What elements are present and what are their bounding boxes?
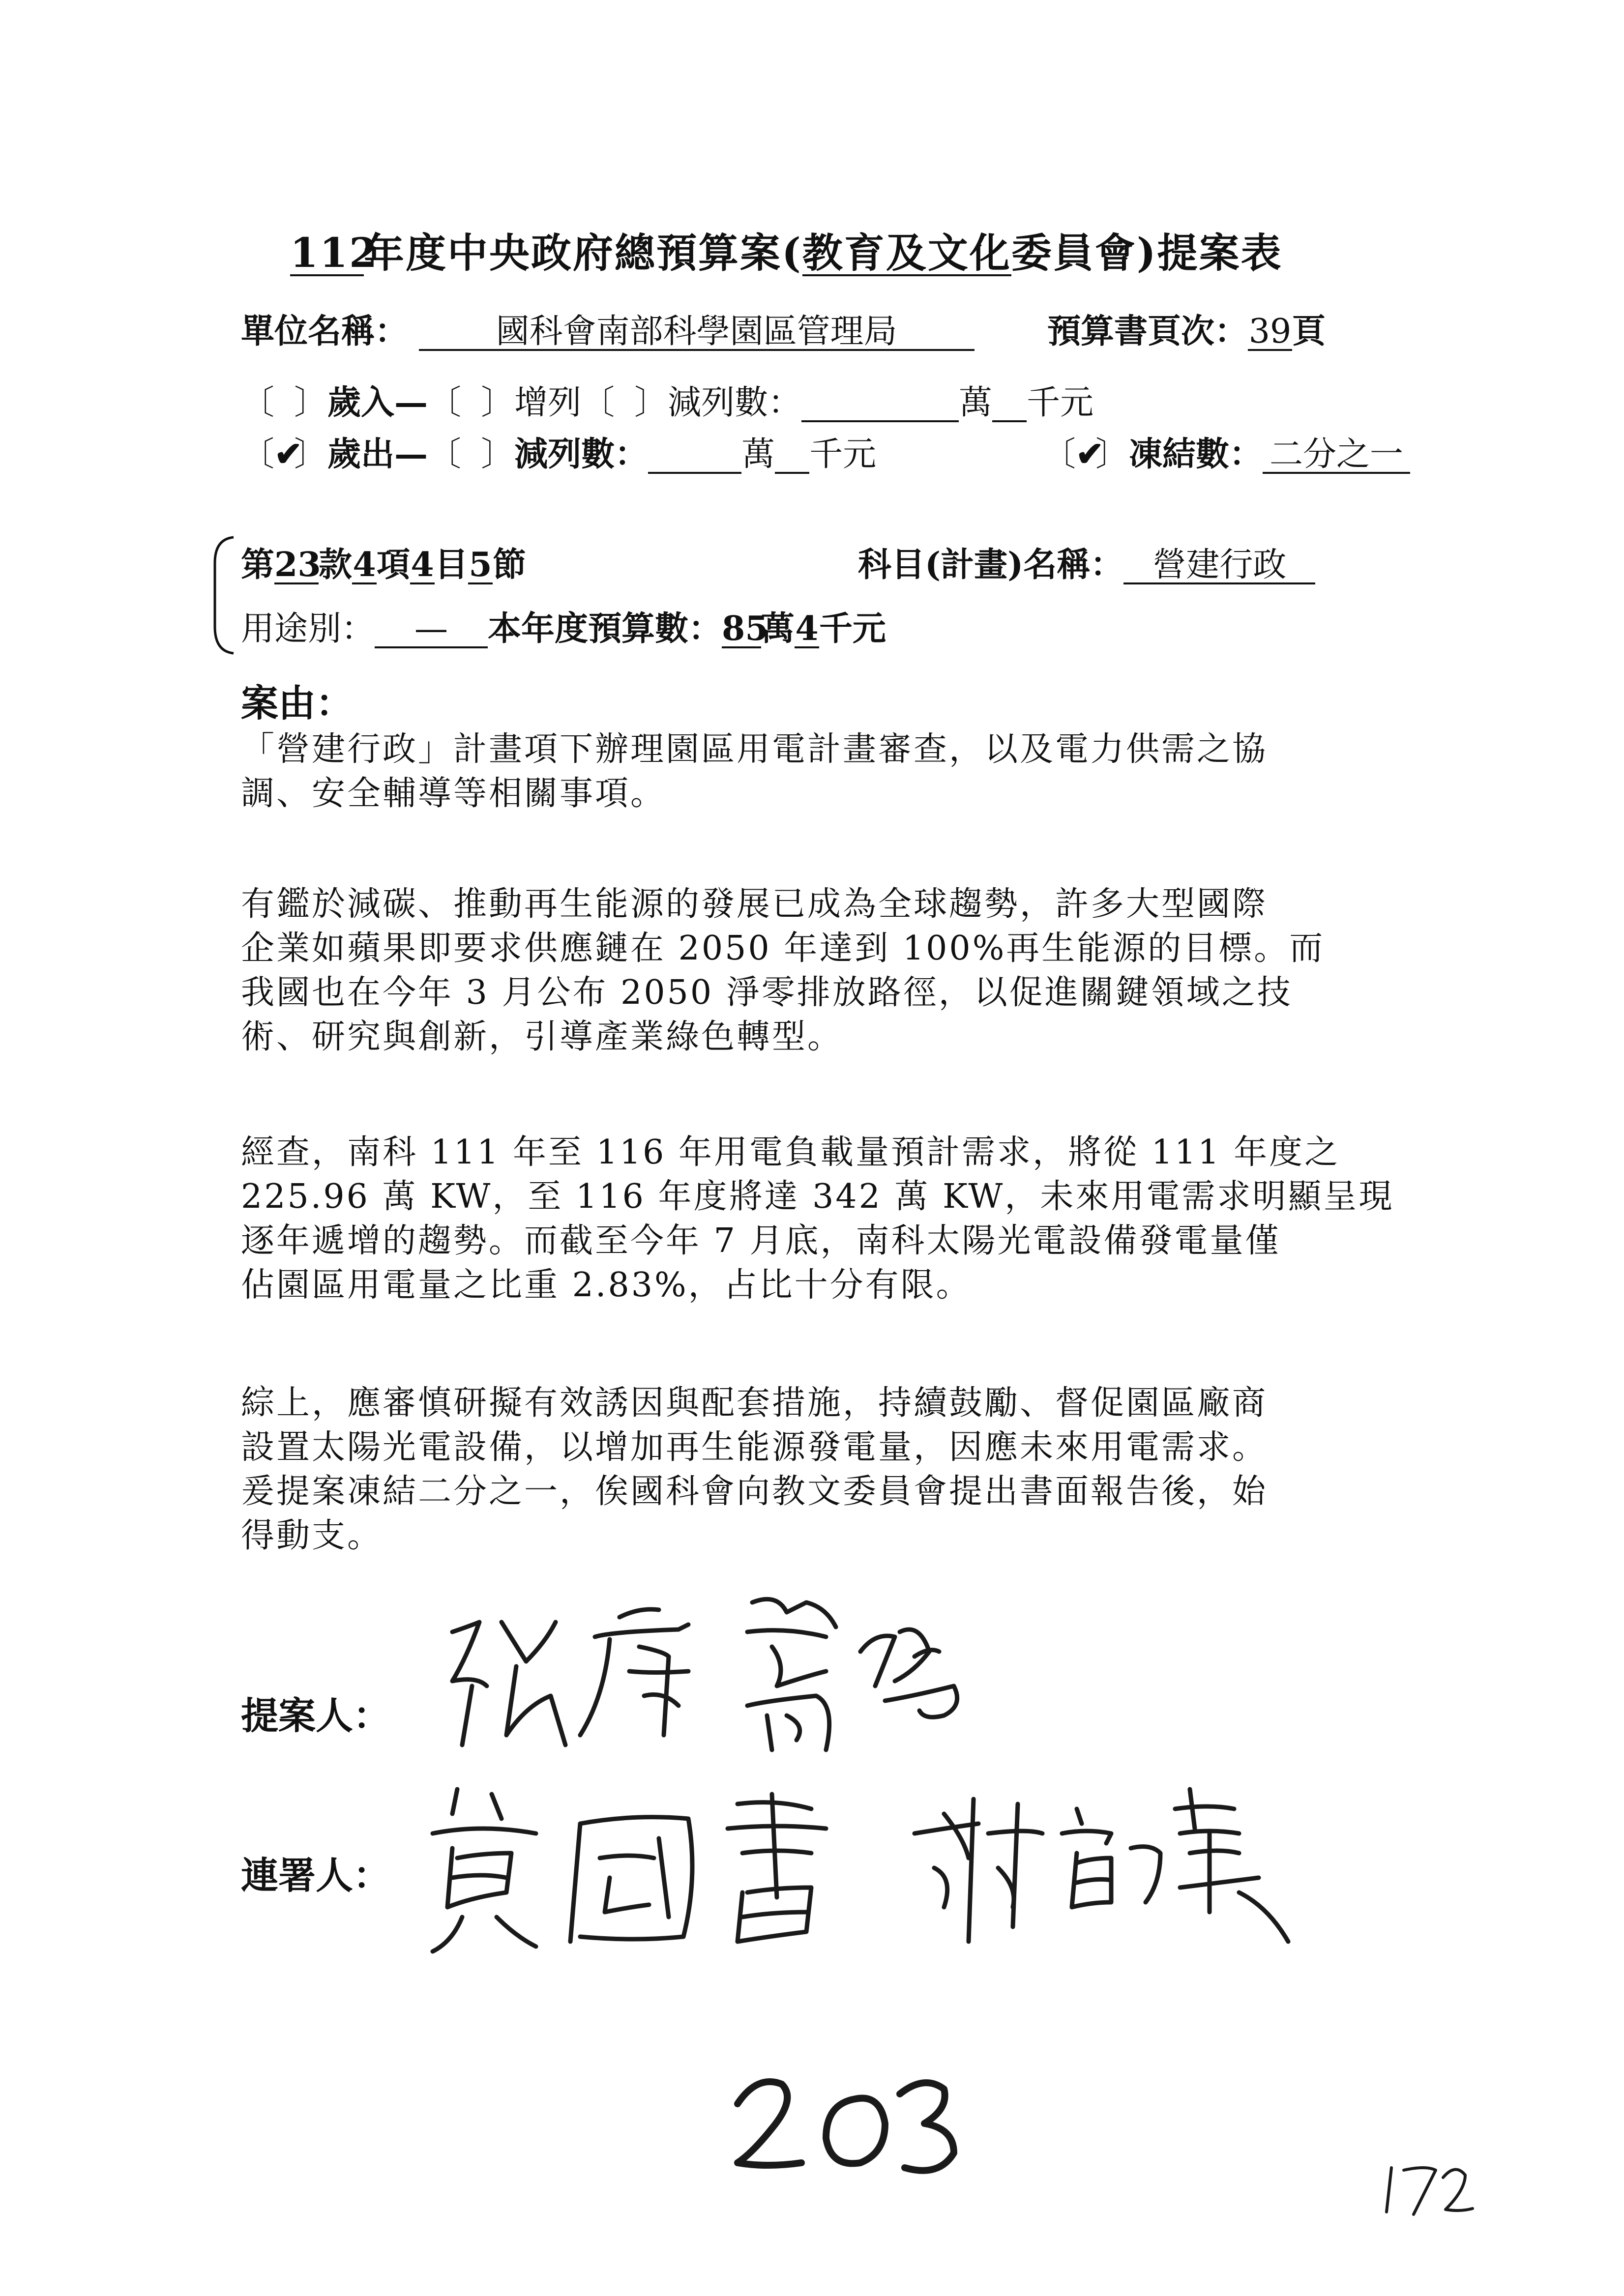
expenditure-decrease-label: 減列數： xyxy=(514,435,649,474)
reason-paragraph-3 xyxy=(241,1131,1394,1308)
budget-page-row xyxy=(1047,305,1326,352)
subject-label: 科目(計畫)名稱： xyxy=(858,545,1124,584)
decrease-checkbox: 〔 〕 xyxy=(581,383,668,422)
reason-paragraph-4 xyxy=(241,1381,1268,1558)
item-jie-value: 5 xyxy=(469,545,492,584)
expenditure-checkbox: 〔✔〕 xyxy=(241,435,328,474)
use-value: — xyxy=(375,611,488,648)
reason-heading: 案由： xyxy=(241,681,353,725)
unit-value: 國科會南部科學園區管理局 xyxy=(419,314,974,351)
unit-label: 單位名稱： xyxy=(241,312,409,351)
reason-line: 「營建行政」計畫項下辦理園區用電計畫審查，以及電力供需之協 xyxy=(241,730,1268,769)
expenditure-wan-value xyxy=(648,437,741,474)
revenue-checkbox: 〔 〕 xyxy=(241,383,328,422)
title-text-b: 委員會)提案表 xyxy=(1011,230,1283,277)
cosigner-signature xyxy=(423,1779,1357,1961)
budget-qian-unit: 千元 xyxy=(819,609,886,648)
item-bracket xyxy=(209,533,238,656)
budget-qian-value: 4 xyxy=(795,609,819,648)
freeze-value: 二分之一 xyxy=(1263,437,1410,474)
reason-line: 設置太陽光電設備，以增加再生能源發電量，因應未來用電需求。 xyxy=(241,1428,1268,1467)
expenditure-label: 歲出— xyxy=(327,435,428,474)
item-jie: 節 xyxy=(493,545,527,584)
freeze-check-mark: ✔ xyxy=(1076,435,1104,474)
budget-wan-value: 85 xyxy=(722,609,768,648)
budget-page-value: 39 xyxy=(1248,312,1292,351)
item-classification-row xyxy=(241,538,526,586)
revenue-label: 歲入— xyxy=(327,383,428,422)
expenditure-qian-value xyxy=(775,437,809,474)
proposer-label: 提案人： xyxy=(241,1694,390,1738)
reason-line: 佔園區用電量之比重 2.83%，占比十分有限。 xyxy=(241,1266,972,1305)
reason-line: 得動支。 xyxy=(241,1516,383,1555)
expenditure-qian-unit: 千元 xyxy=(809,435,877,474)
cosigner-label: 連署人： xyxy=(241,1854,390,1897)
increase-checkbox: 〔 〕 xyxy=(428,383,515,422)
budget-page-label: 預算書頁次： xyxy=(1047,312,1248,351)
item-kuan: 款 xyxy=(319,545,353,584)
reason-paragraph-2 xyxy=(241,882,1325,1059)
reason-paragraph-1 xyxy=(241,727,1268,816)
expenditure-check-mark: ✔ xyxy=(274,435,302,474)
reason-line: 逐年遞增的趨勢。而截至今年 7 月底，南科太陽光電設備發電量僅 xyxy=(241,1221,1281,1260)
expenditure-wan-unit: 萬 xyxy=(741,435,775,474)
reason-line: 綜上，應審慎研擬有效誘因與配套措施，持續鼓勵、督促園區廠商 xyxy=(241,1384,1268,1423)
budget-label: 本年度預算數： xyxy=(488,609,722,648)
reason-line: 爰提案凍結二分之一，俟國科會向教文委員會提出書面報告後，始 xyxy=(241,1472,1268,1511)
revenue-decrease-label: 減列數： xyxy=(668,383,802,422)
budget-wan-unit: 萬 xyxy=(761,609,795,648)
reason-line: 企業如蘋果即要求供應鏈在 2050 年達到 100%再生能源的目標。而 xyxy=(241,929,1325,968)
freeze-checkbox: 〔✔〕 xyxy=(1042,435,1129,474)
reason-line: 經查，南科 111 年至 116 年用電負載量預計需求，將從 111 年度之 xyxy=(241,1133,1340,1172)
item-mu-value: 4 xyxy=(411,545,434,584)
expenditure-row xyxy=(241,428,876,475)
handwritten-page-number-small xyxy=(1382,2155,1475,2219)
document-title xyxy=(290,221,1283,279)
item-kuan-value: 23 xyxy=(274,545,321,584)
revenue-row xyxy=(241,376,1093,424)
reason-line: 225.96 萬 KW，至 116 年度將達 342 萬 KW，未來用電需求明顯呈現 xyxy=(241,1177,1394,1216)
title-text-a: 年度中央政府總預算案( xyxy=(364,230,802,277)
proposer-signature xyxy=(433,1588,1072,1774)
reason-line: 有鑑於減碳、推動再生能源的發展已成為全球趨勢，許多大型國際 xyxy=(241,885,1268,924)
handwritten-page-number-main xyxy=(728,2069,974,2178)
budget-page-suffix: 頁 xyxy=(1292,312,1326,351)
use-budget-row xyxy=(241,602,886,650)
title-year: 112 xyxy=(290,230,379,277)
reason-line: 我國也在今年 3 月公布 2050 淨零排放路徑，以促進關鍵領域之技 xyxy=(241,973,1293,1012)
expenditure-decrease-checkbox: 〔 〕 xyxy=(428,435,515,474)
item-xiang: 項 xyxy=(377,545,411,584)
revenue-wan-value xyxy=(801,385,959,422)
freeze-row xyxy=(1042,428,1410,475)
subject-row xyxy=(858,538,1315,586)
reason-line: 術、研究與創新，引導產業綠色轉型。 xyxy=(241,1017,843,1056)
increase-label: 增列 xyxy=(514,383,582,422)
revenue-wan-unit: 萬 xyxy=(959,383,993,422)
subject-value: 營建行政 xyxy=(1123,548,1315,584)
revenue-qian-unit: 千元 xyxy=(1027,383,1094,422)
item-xiang-value: 4 xyxy=(353,545,376,584)
reason-line: 調、安全輔導等相關事項。 xyxy=(241,774,666,813)
item-mu: 目 xyxy=(435,545,469,584)
title-committee: 教育及文化 xyxy=(802,230,1011,277)
revenue-qian-value xyxy=(992,385,1027,422)
use-label: 用途別： xyxy=(241,610,375,648)
item-di: 第 xyxy=(241,545,275,584)
unit-row xyxy=(241,305,974,352)
freeze-label: 凍結數： xyxy=(1129,435,1263,474)
